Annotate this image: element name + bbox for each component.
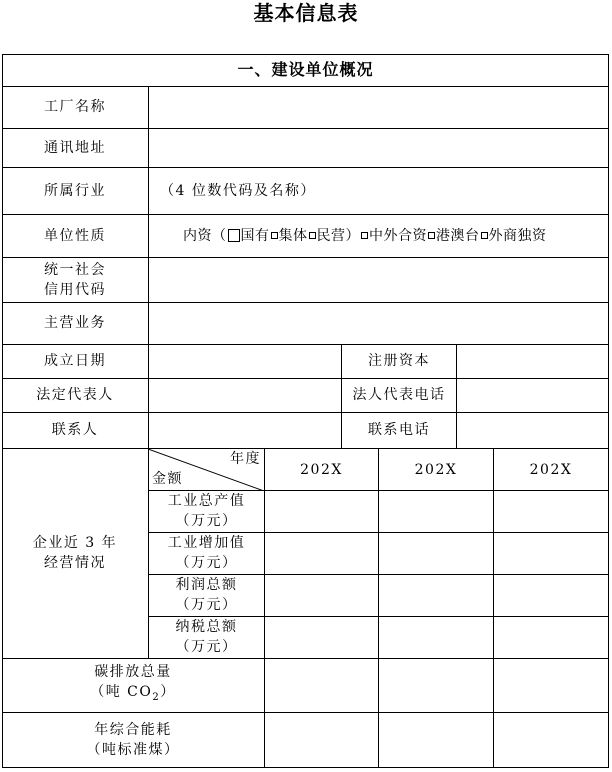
label-main-business: 主营业务 xyxy=(44,315,106,331)
label-credit-code xyxy=(2,257,148,302)
label-carbon xyxy=(2,658,264,712)
carbon-unit-suffix: ） xyxy=(160,684,176,701)
nature-private: 民营） xyxy=(316,227,360,244)
nature-foreign: 外商独资 xyxy=(488,227,547,244)
label-legal-rep: 法定代表人 xyxy=(36,387,114,403)
metric-unit: （万元） xyxy=(175,597,238,613)
carbon-unit xyxy=(90,682,176,708)
value-factory-name[interactable] xyxy=(149,87,608,127)
nature-options xyxy=(183,214,603,257)
metric-row-label xyxy=(149,532,264,574)
label-operations-line2: 经营情况 xyxy=(44,555,106,571)
metric-name: 工业总产值 xyxy=(167,493,246,509)
label-operations xyxy=(2,448,148,658)
label-credit-code-line1: 统一社会 xyxy=(44,261,106,278)
value-founding-date[interactable] xyxy=(149,345,340,377)
label-industry: 所属行业 xyxy=(44,182,106,199)
checkbox-collective[interactable] xyxy=(271,232,278,239)
carbon-unit-prefix: （吨 CO xyxy=(90,684,153,701)
document-title: 基本信息表 xyxy=(253,1,359,25)
energy-label: 年综合能耗 xyxy=(94,722,172,738)
year-col-2: 202X xyxy=(414,461,458,478)
carbon-unit-sub: 2 xyxy=(152,691,161,703)
metric-row-label xyxy=(149,616,264,658)
year-col-1: 202X xyxy=(300,461,343,478)
value-credit-code[interactable] xyxy=(149,258,608,301)
nature-state-owned: 国有 xyxy=(240,227,270,244)
value-industry[interactable]: （4 位数代码及名称） xyxy=(160,182,316,199)
energy-unit: （吨标准煤） xyxy=(86,742,180,758)
value-address[interactable] xyxy=(149,129,608,166)
metric-row-label xyxy=(149,574,264,616)
metric-unit: （万元） xyxy=(175,513,238,529)
metric-unit: （万元） xyxy=(175,639,238,655)
label-legal-rep-phone: 法人代表电话 xyxy=(352,387,446,403)
label-operations-line1: 企业近 3 年 xyxy=(32,535,118,551)
checkbox-joint-venture[interactable] xyxy=(361,232,368,239)
value-legal-rep[interactable] xyxy=(149,379,340,411)
checkbox-state-owned[interactable] xyxy=(228,229,240,242)
header-amount-label: 金额 xyxy=(152,471,183,487)
label-registered-capital: 注册资本 xyxy=(368,353,430,369)
header-year-label: 年度 xyxy=(230,451,261,467)
checkbox-hk-macau-tw[interactable] xyxy=(428,232,435,239)
metric-name: 工业增加值 xyxy=(167,535,246,551)
metric-name: 利润总额 xyxy=(175,577,238,593)
label-energy xyxy=(2,712,264,768)
label-factory-name: 工厂名称 xyxy=(44,99,106,115)
carbon-label: 碳排放总量 xyxy=(94,664,172,681)
checkbox-foreign[interactable] xyxy=(481,232,488,239)
nature-prefix: 内资（ xyxy=(183,227,227,244)
value-legal-rep-phone[interactable] xyxy=(457,379,608,411)
value-contact-phone[interactable] xyxy=(457,413,608,447)
nature-hk-macau-tw: 港澳台 xyxy=(436,227,480,244)
year-col-3: 202X xyxy=(529,461,573,478)
checkbox-private[interactable] xyxy=(309,232,316,239)
label-nature: 单位性质 xyxy=(44,227,106,244)
value-main-business[interactable] xyxy=(149,303,608,343)
value-contact[interactable] xyxy=(149,413,340,447)
metric-unit: （万元） xyxy=(175,555,238,571)
value-registered-capital[interactable] xyxy=(457,345,608,377)
nature-collective: 集体 xyxy=(278,227,308,244)
label-founding-date: 成立日期 xyxy=(44,353,106,369)
label-credit-code-line2: 信用代码 xyxy=(44,281,106,298)
label-contact-phone: 联系电话 xyxy=(368,422,430,438)
metric-row-label xyxy=(149,490,264,532)
section-title: 一、建设单位概况 xyxy=(237,60,374,79)
label-contact: 联系人 xyxy=(51,422,99,438)
nature-joint-venture: 中外合资 xyxy=(369,227,427,244)
label-address: 通讯地址 xyxy=(44,139,106,156)
metric-name: 纳税总额 xyxy=(175,619,238,635)
